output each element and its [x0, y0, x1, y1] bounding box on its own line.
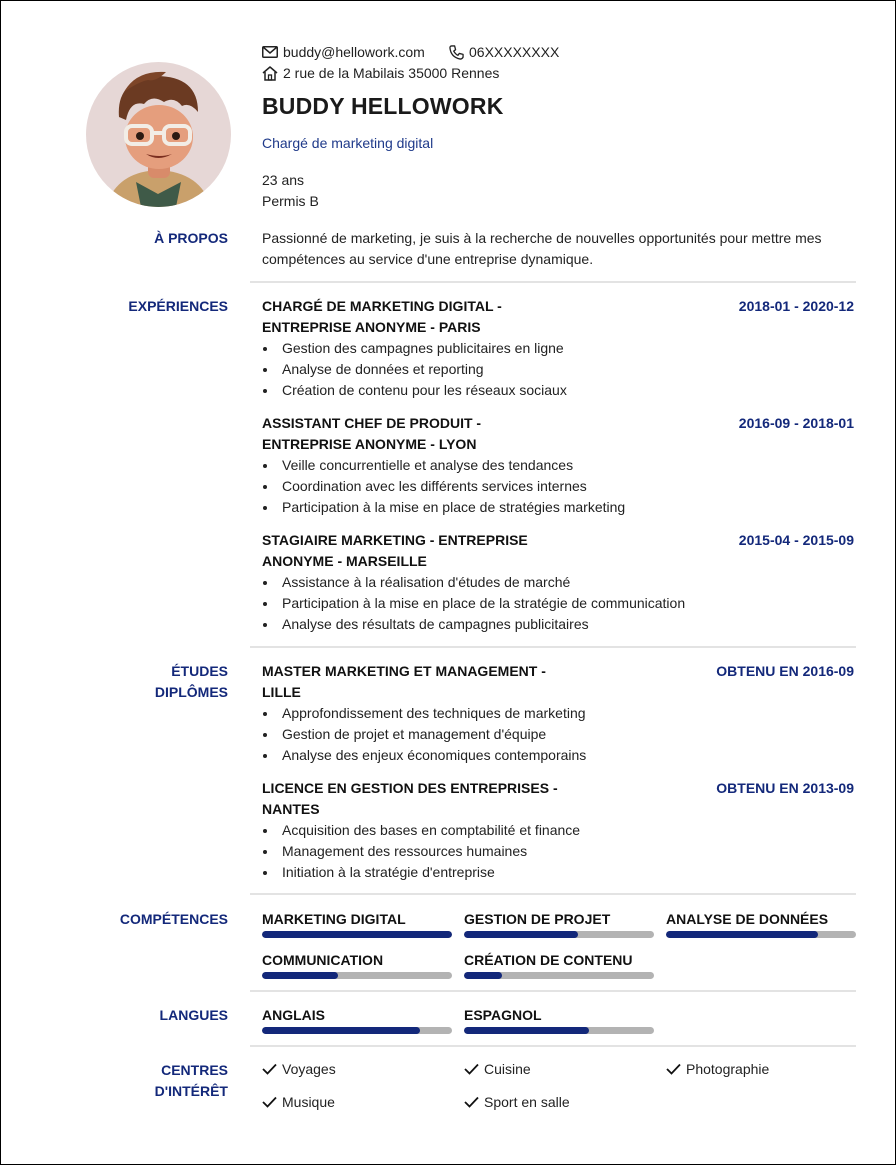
education-date: OBTENU EN 2013-09 [716, 780, 854, 796]
skill-level-fill [262, 972, 338, 979]
skill-level-fill [464, 972, 502, 979]
section-label-languages: LANGUES [159, 1007, 228, 1023]
experience-date: 2015-04 - 2015-09 [738, 532, 854, 548]
job-title: Chargé de marketing digital [262, 135, 434, 151]
list-item: Analyse des enjeux économiques contemporains [262, 745, 586, 766]
experience-bullets [262, 572, 685, 635]
skill-item [262, 952, 452, 979]
skill-bar [464, 972, 654, 979]
interest-item [464, 1061, 531, 1077]
phone-icon [449, 45, 464, 60]
list-item: Création de contenu pour les réseaux sociaux [262, 380, 567, 401]
experience-bullets [262, 338, 567, 401]
list-item: Initiation à la stratégie d'entreprise [262, 862, 580, 883]
avatar-illustration [86, 62, 231, 207]
education-bullets [262, 703, 586, 766]
address-text: 2 rue de la Mabilais 35000 Rennes [283, 65, 500, 81]
section-label-education: ÉTUDES DIPLÔMES [154, 663, 228, 700]
email-text[interactable]: buddy@hellowork.com [283, 44, 425, 60]
interest-label: Cuisine [484, 1061, 531, 1077]
check-icon [666, 1063, 681, 1075]
section-label-about: À PROPOS [154, 230, 228, 246]
experience-date: 2016-09 - 2018-01 [738, 415, 854, 431]
experience-title: ASSISTANT CHEF DE PRODUIT - ENTREPRISE ANONYME - LYON [262, 415, 482, 452]
language-item [464, 1007, 654, 1034]
language-bar [262, 1027, 452, 1034]
skill-name: ANALYSE DE DONNÉES [666, 911, 829, 927]
experience-title: CHARGÉ DE MARKETING DIGITAL - ENTREPRISE ANONYME - PARIS [262, 298, 502, 335]
check-icon [464, 1063, 479, 1075]
section-label-skills: COMPÉTENCES [119, 911, 228, 927]
list-item: Gestion de projet et management d'équipe [262, 724, 586, 745]
driving-license: Permis B [262, 193, 319, 209]
skill-item [464, 911, 654, 938]
phone-text[interactable]: 06XXXXXXXX [469, 44, 560, 60]
list-item: Veille concurrentielle et analyse des tendances [262, 455, 625, 476]
education-date: OBTENU EN 2016-09 [716, 663, 854, 679]
skill-name: GESTION DE PROJET [464, 911, 611, 927]
age: 23 ans [262, 172, 305, 188]
skill-name: CRÉATION DE CONTENU [464, 952, 633, 968]
skill-item [464, 952, 654, 979]
education-bullets [262, 820, 580, 883]
skill-bar [666, 931, 856, 938]
skill-name: COMMUNICATION [262, 952, 384, 968]
education-title: MASTER MARKETING ET MANAGEMENT - LILLE [262, 663, 546, 700]
divider [250, 893, 856, 895]
contact-phone [449, 44, 559, 60]
skill-level-fill [262, 931, 452, 938]
interest-label: Voyages [282, 1061, 336, 1077]
envelope-icon [262, 46, 278, 58]
skill-item [262, 911, 452, 938]
language-name: ANGLAIS [262, 1007, 325, 1023]
list-item: Coordination avec les différents services internes [262, 476, 625, 497]
experience-title: STAGIAIRE MARKETING - ENTREPRISE ANONYME - MARSEILLE [262, 532, 528, 569]
interest-item [262, 1094, 335, 1110]
divider [250, 990, 856, 992]
interest-item [666, 1061, 769, 1077]
language-bar [464, 1027, 654, 1034]
language-item [262, 1007, 452, 1034]
interest-item [464, 1094, 570, 1110]
language-name: ESPAGNOL [464, 1007, 542, 1023]
contact-address [262, 65, 499, 81]
experience-bullets [262, 455, 625, 518]
home-icon [262, 66, 278, 81]
skill-item [666, 911, 856, 938]
skill-name: MARKETING DIGITAL [262, 911, 406, 927]
interest-label: Photographie [686, 1061, 770, 1077]
list-item: Approfondissement des techniques de marketing [262, 703, 586, 724]
experience-date: 2018-01 - 2020-12 [738, 298, 854, 314]
list-item: Assistance à la réalisation d'études de marché [262, 572, 685, 593]
about-text: Passionné de marketing, je suis à la recherche de nouvelles opportunités pour mettre mes compétences au service d'une entreprise dynamique. [262, 230, 822, 267]
check-icon [262, 1063, 277, 1075]
list-item: Analyse des résultats de campagnes publicitaires [262, 614, 685, 635]
skill-bar [262, 972, 452, 979]
divider [250, 1045, 856, 1047]
candidate-name: BUDDY HELLOWORK [262, 93, 504, 119]
check-icon [464, 1096, 479, 1108]
skill-level-fill [464, 931, 578, 938]
list-item: Gestion des campagnes publicitaires en ligne [262, 338, 567, 359]
check-icon [262, 1096, 277, 1108]
divider [250, 281, 856, 283]
education-title: LICENCE EN GESTION DES ENTREPRISES - NANTES [262, 780, 558, 817]
section-label-interests: CENTRES D'INTÉRÊT [154, 1062, 228, 1099]
list-item: Analyse de données et reporting [262, 359, 567, 380]
interest-label: Musique [282, 1094, 335, 1110]
list-item: Participation à la mise en place de stratégies marketing [262, 497, 625, 518]
contact-email [262, 44, 425, 60]
skill-bar [262, 931, 452, 938]
list-item: Management des ressources humaines [262, 841, 580, 862]
list-item: Participation à la mise en place de la stratégie de communication [262, 593, 685, 614]
skill-bar [464, 931, 654, 938]
divider [250, 646, 856, 648]
interest-label: Sport en salle [484, 1094, 570, 1110]
section-label-experiences: EXPÉRIENCES [128, 298, 228, 314]
language-level-fill [262, 1027, 420, 1034]
skill-level-fill [666, 931, 818, 938]
language-level-fill [464, 1027, 589, 1034]
interest-item [262, 1061, 336, 1077]
avatar [86, 62, 231, 207]
list-item: Acquisition des bases en comptabilité et finance [262, 820, 580, 841]
